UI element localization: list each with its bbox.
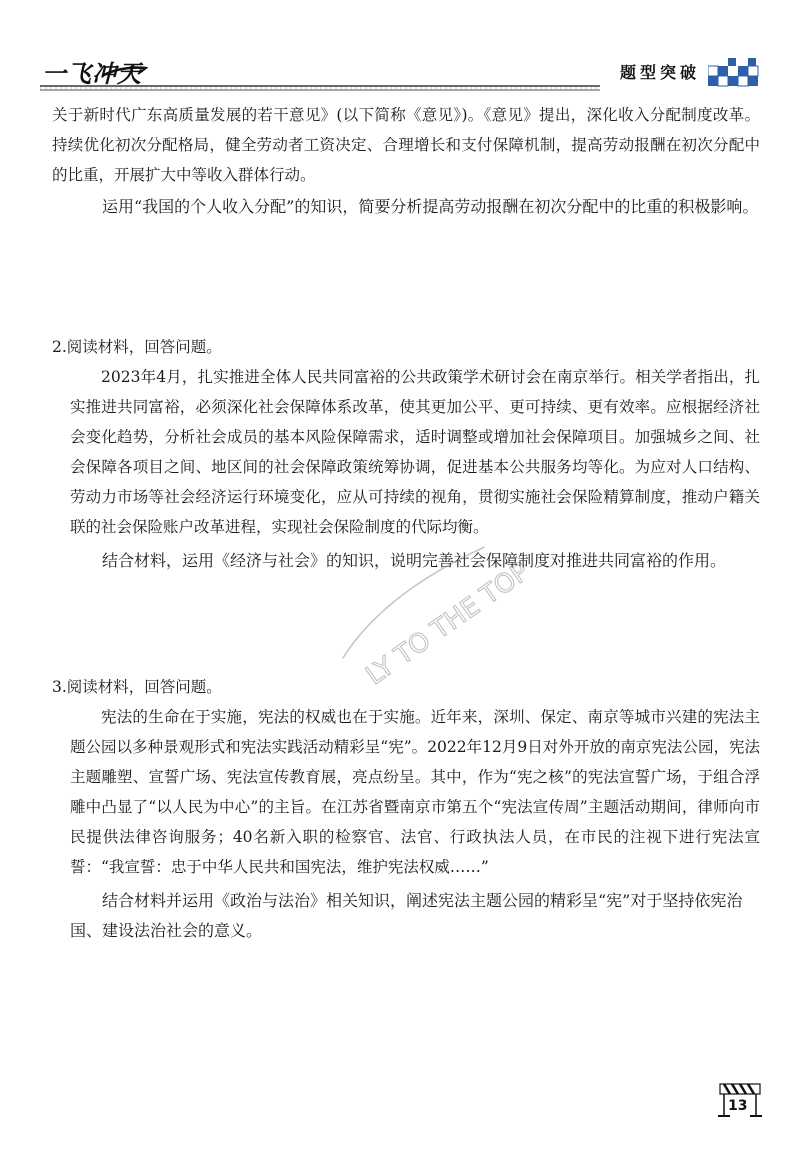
brand-logo: 一飞冲天: [42, 60, 142, 88]
section-label: 题型突破: [620, 63, 701, 82]
checker-flag-icon: [708, 58, 760, 88]
q3-paragraph: 宪法的生命在于实施，宪法的权威也在于实施。近年来，深圳、保定、南京等城市兴建的宪法主题公园以多种景观形式和宪法实践活动精彩呈“宪”。2022年12月9日对外开放的南京宪法公园，宪法主题雕塑、宣誓广场、宪法宣传教育展，亮点纷呈。其中，作为“宪之核”的宪法宣誓广场，于组合浮雕中凸显了“以人民为中心”的主旨。在江苏省暨南京市第五个“宪法宣传周”主题活动期间，律师向市民提供法律咨询服务；40名新入职的检察官、法官、行政执法人员，在市民的注视下进行宪法宣誓：“我宣誓：忠于中华人民共和国宪法，维护宪法权威……”: [70, 708, 760, 876]
watermark-text: LY TO THE TOP: [360, 556, 536, 692]
q2-paragraph: 2023年4月，扎实推进全体人民共同富裕的公共政策学术研讨会在南京举行。相关学者指出，扎实推进共同富裕，必须深化社会保障体系改革，使其更加公平、更可持续、更有效率。应根据经济社会变化趋势，分析社会成员的基本风险保障需求，适时调整或增加社会保障项目。加强城乡之间、社会保障各项目之间、地区间的社会保障政策统筹协调，促进基本公共服务均等化。为应对人口结构、劳动力市场等社会经济运行环境变化，应从可持续的视角，贯彻实施社会保险精算制度，推动户籍关联的社会保险账户改革进程，实现社会保险制度的代际均衡。: [70, 368, 760, 536]
q3-task: 结合材料并运用《政治与法治》相关知识，阐述宪法主题公园的精彩呈“宪”对于坚持依宪治国、建设法治社会的意义。: [70, 891, 743, 940]
logo-swoosh-icon: [100, 64, 148, 80]
q2-task: 结合材料，运用《经济与社会》的知识，说明完善社会保障制度对推进共同富裕的作用。: [102, 551, 727, 570]
page-content: [52, 100, 760, 946]
page-header: [0, 0, 800, 96]
q1-task: 运用“我国的个人收入分配”的知识，简要分析提高劳动报酬在初次分配中的比重的积极影响。: [102, 197, 759, 216]
q3-title: 3.阅读材料，回答问题。: [52, 678, 222, 696]
page-number: 13: [728, 1098, 748, 1114]
q2-title: 2.阅读材料，回答问题。: [52, 338, 222, 356]
q1-paragraph: 关于新时代广东高质量发展的若干意见》(以下简称《意见》)。《意见》提出，深化收入分配制度改革。持续优化初次分配格局，健全劳动者工资决定、合理增长和支付保障机制，提高劳动报酬在初次分配中的比重，开展扩大中等收入群体行动。: [52, 106, 760, 184]
header-divider: [40, 84, 600, 92]
